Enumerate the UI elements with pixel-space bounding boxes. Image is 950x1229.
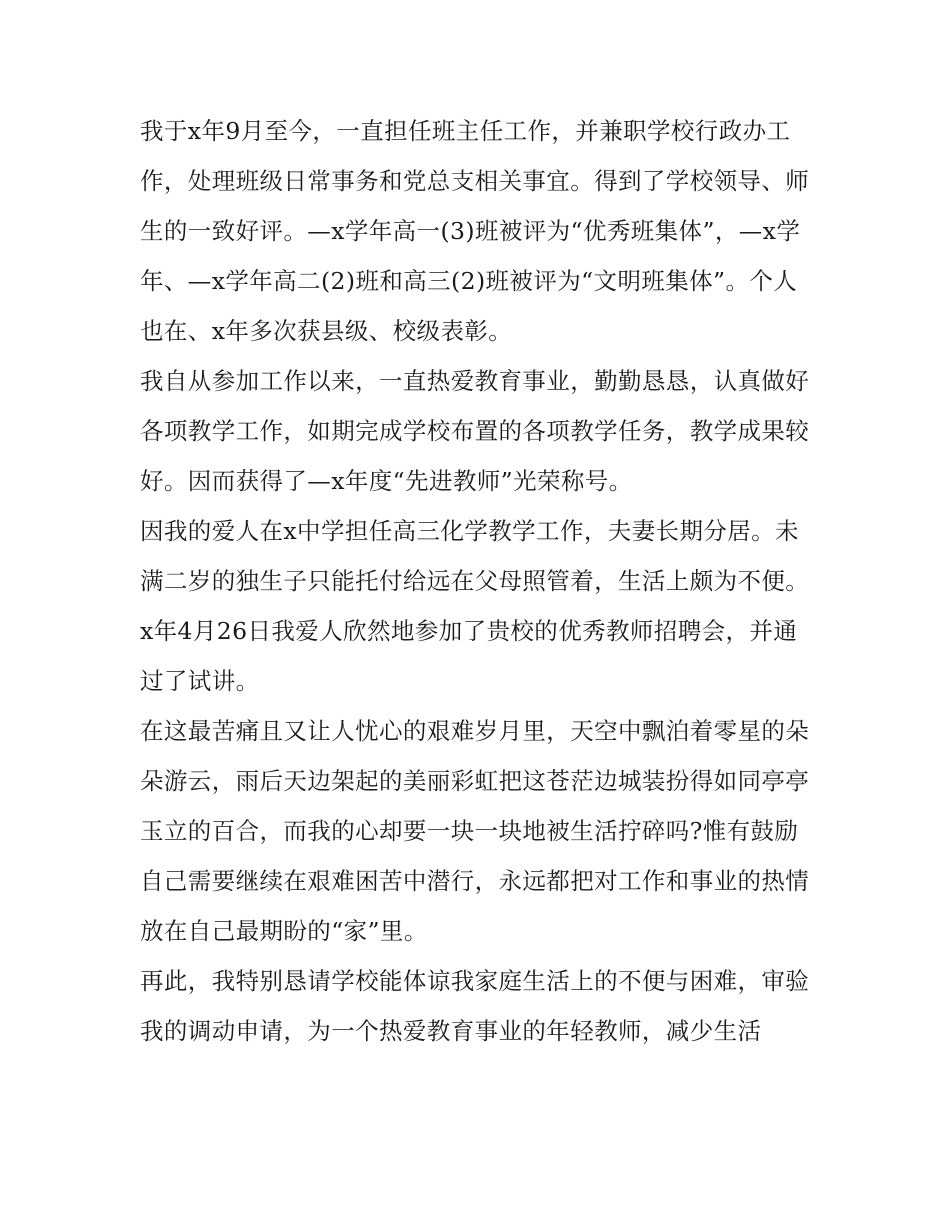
paragraph-recruitment: x年4月26日我爱人欣然地参加了贵校的优秀教师招聘会，并通过了试讲。 bbox=[140, 617, 798, 695]
paragraph-reflection: 在这最苦痛且又让人忧心的艰难岁月里，天空中飘泊着零星的朵朵游云，雨后天边架起的美丽彩虹把这苍茫边城装扮得如同亭亭玉立的百合，而我的心却要一块一块地被生活拧碎吗?惟有鼓励自己需要继续在艰难困苦中潜行，永远都把对工作和事业的热情放在自己最期盼的“家”里。 bbox=[140, 717, 810, 945]
document-body bbox=[140, 106, 815, 1056]
paragraph-family-situation: 因我的爱人在x中学担任高三化学教学工作，夫妻长期分居。未满二岁的独生子只能托付给远在父母照管着，生活上颇为不便。 bbox=[140, 517, 810, 595]
paragraph-teaching: 我自从参加工作以来，一直热爱教育事业，勤勤恳恳，认真做好各项教学工作，如期完成学校布置的各项教学任务，教学成果较好。因而获得了—x年度“先进教师”光荣称号。 bbox=[140, 367, 810, 495]
paragraph-request: 再此，我特别恳请学校能体谅我家庭生活上的不便与困难，审验我的调动申请，为一个热爱教育事业的年轻教师，减少生活 bbox=[140, 967, 810, 1045]
paragraph-honors: 我于x年9月至今，一直担任班主任工作，并兼职学校行政办工作，处理班级日常事务和党总支相关事宜。得到了学校领导、师生的一致好评。—x学年高一(3)班被评为“优秀班集体”，—x学年、—x学年高二(2)班和高三(2)班被评为“文明班集体”。个人也在、x年多次获县级、校级表彰。 bbox=[140, 117, 810, 345]
